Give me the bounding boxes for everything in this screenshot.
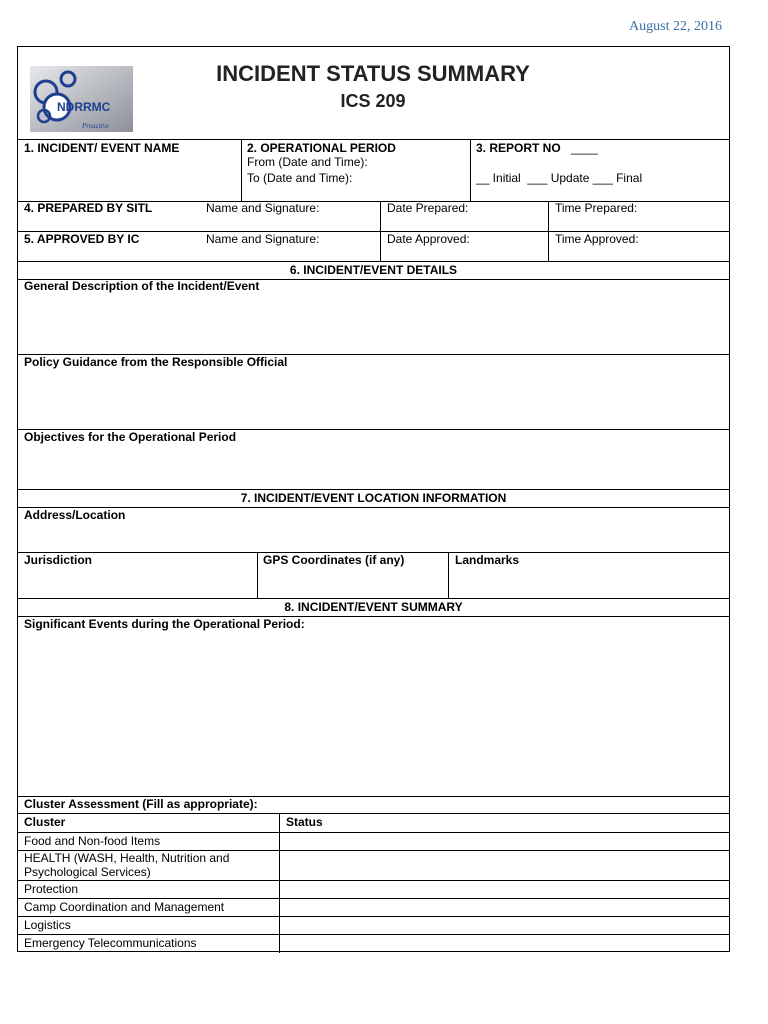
time-approved-label: Time Approved: bbox=[555, 232, 639, 246]
gps-label: GPS Coordinates (if any) bbox=[263, 553, 405, 567]
cluster-row-continued: Psychological Services) bbox=[24, 865, 151, 879]
svg-text:NDRRMC: NDRRMC bbox=[57, 100, 111, 114]
cluster-row: HEALTH (WASH, Health, Nutrition and bbox=[24, 851, 230, 865]
rule bbox=[18, 916, 729, 917]
section-7-title: 7. INCIDENT/EVENT LOCATION INFORMATION bbox=[240, 491, 507, 505]
prepared-name-signature: Name and Signature: bbox=[206, 201, 320, 215]
objectives-label: Objectives for the Operational Period bbox=[24, 430, 237, 444]
significant-events-label: Significant Events during the Operational Period: bbox=[24, 617, 305, 631]
approved-by-label: 5. APPROVED BY IC bbox=[24, 232, 140, 246]
incident-status-form bbox=[17, 46, 730, 952]
date-approved-label: Date Approved: bbox=[387, 232, 470, 246]
document-date: August 22, 2016 bbox=[629, 19, 722, 34]
rule bbox=[18, 934, 729, 935]
section-8-title: 8. INCIDENT/EVENT SUMMARY bbox=[284, 600, 463, 614]
cluster-row: Emergency Telecommunications bbox=[24, 936, 197, 950]
ndrrmc-logo bbox=[30, 66, 133, 132]
date-prepared-label: Date Prepared: bbox=[387, 201, 469, 215]
cluster-assessment-label: Cluster Assessment (Fill as appropriate): bbox=[24, 797, 258, 811]
cluster-row: Camp Coordination and Management bbox=[24, 900, 225, 914]
time-prepared-label: Time Prepared: bbox=[555, 201, 638, 215]
general-description-label: General Description of the Incident/Event bbox=[24, 279, 260, 293]
landmarks-label: Landmarks bbox=[455, 553, 520, 567]
status-column-header: Status bbox=[286, 815, 323, 829]
operational-period-label: 2. OPERATIONAL PERIOD bbox=[247, 141, 396, 155]
report-type-options: __ Initial ___ Update ___ Final bbox=[476, 171, 643, 185]
rule bbox=[241, 139, 242, 201]
rule bbox=[257, 552, 258, 598]
rule bbox=[448, 552, 449, 598]
prepared-by-label: 4. PREPARED BY SITL bbox=[24, 201, 153, 215]
address-label: Address/Location bbox=[24, 508, 126, 522]
cluster-row: Logistics bbox=[24, 918, 71, 932]
rule bbox=[18, 832, 729, 833]
svg-text:Proactive: Proactive bbox=[82, 122, 109, 130]
rule bbox=[548, 201, 549, 261]
incident-name-label: 1. INCIDENT/ EVENT NAME bbox=[24, 141, 180, 155]
rule bbox=[380, 201, 381, 261]
from-date-label: From (Date and Time): bbox=[247, 155, 368, 169]
rule bbox=[18, 813, 729, 814]
section-6-title: 6. INCIDENT/EVENT DETAILS bbox=[289, 263, 458, 277]
rule bbox=[18, 139, 729, 140]
rule bbox=[18, 261, 729, 262]
rule bbox=[18, 598, 729, 599]
rule bbox=[18, 489, 729, 490]
rule bbox=[18, 898, 729, 899]
cluster-row: Protection bbox=[24, 882, 79, 896]
rule bbox=[279, 813, 280, 953]
report-no-label: 3. REPORT NO bbox=[476, 141, 561, 155]
report-no-blank: ____ bbox=[571, 141, 598, 155]
form-title: INCIDENT STATUS SUMMARY bbox=[216, 61, 530, 86]
approved-name-signature: Name and Signature: bbox=[206, 232, 320, 246]
to-date-label: To (Date and Time): bbox=[247, 171, 353, 185]
rule bbox=[470, 139, 471, 201]
cluster-column-header: Cluster bbox=[24, 815, 66, 829]
rule bbox=[18, 880, 729, 881]
cluster-row: Food and Non-food Items bbox=[24, 834, 161, 848]
form-subtitle: ICS 209 bbox=[340, 91, 406, 111]
jurisdiction-label: Jurisdiction bbox=[24, 553, 93, 567]
policy-guidance-label: Policy Guidance from the Responsible Official bbox=[24, 355, 288, 369]
